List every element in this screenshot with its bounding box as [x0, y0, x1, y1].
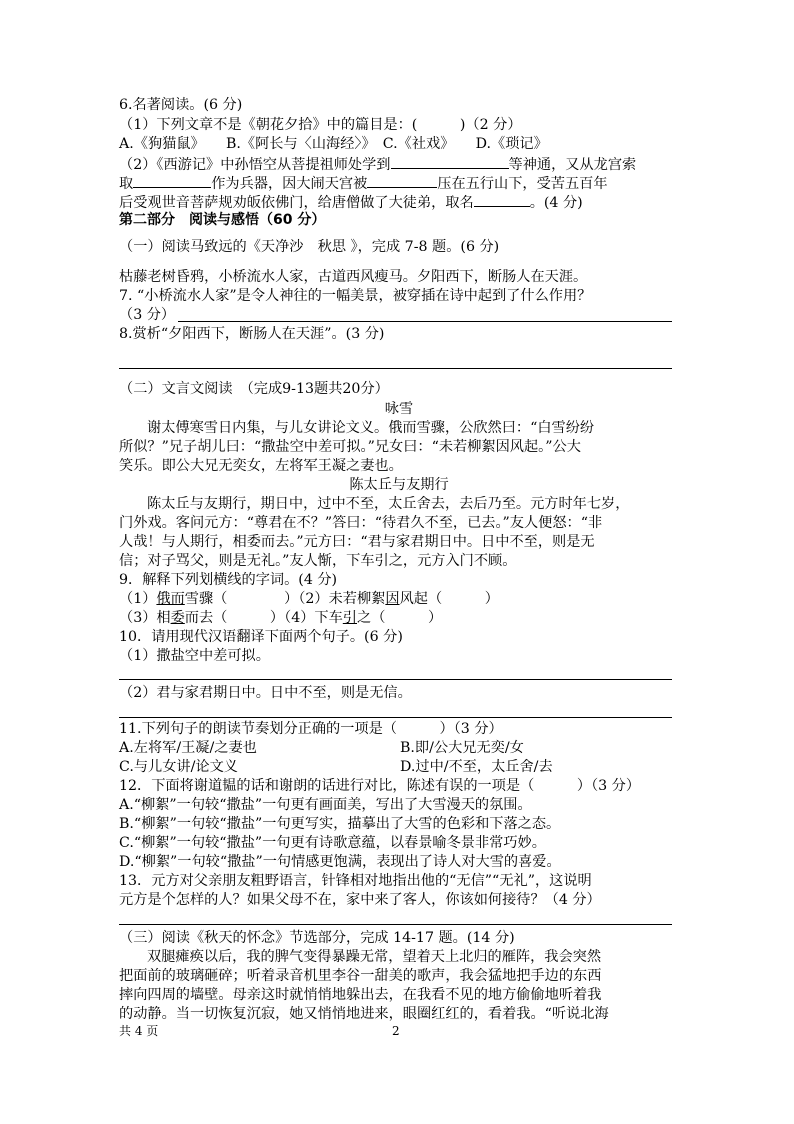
answer-blank[interactable]: [474, 192, 530, 207]
classical-intro: （二）文言文阅读 （完成9-13题共20分）: [119, 381, 389, 397]
part3-line: 双腿瘫痪以后，我的脾气变得暴躁无常，望着天上北归的雁阵，我会突然: [147, 949, 602, 965]
q9-row1: [119, 590, 679, 609]
q6-p3b: 作为兵器，因大闹天宫被: [211, 176, 368, 192]
q10-sentence1: （1）撒盐空中差可拟。: [119, 648, 270, 664]
q9-row2: [119, 609, 679, 628]
answer-blank[interactable]: [367, 173, 437, 188]
q6-part1: （1）下列文章不是《朝花夕拾》中的篇目是：( )（2 分）: [119, 117, 522, 133]
q13-answer-line[interactable]: [119, 924, 672, 925]
q9-text: （1）: [119, 591, 157, 607]
text1-line: 笑乐。即公大兄无奕女，左将军王凝之妻也。: [119, 458, 403, 474]
q9-text: 而去（ ）（4）下车: [184, 610, 343, 626]
q11-option-d: D.过中/不至，太丘舍/去: [400, 759, 553, 775]
q9-underlined-word: 委: [170, 610, 185, 626]
q11-option-a: A.左将军/王凝/之妻也: [119, 740, 257, 756]
q9-underlined-word: 因: [385, 591, 400, 607]
q12-option-b: B.“柳絮”一句较“撒盐”一句更写实，描摹出了大雪的色彩和下落之态。: [119, 816, 561, 832]
q6-p3a: 取: [119, 176, 134, 192]
q10-sentence2: （2）君与家君期日中。日中不至，则是无信。: [119, 685, 412, 701]
q11-option-b: B.即/公大兄无奕/女: [400, 740, 524, 756]
q9-underlined-word: 俄而: [156, 591, 185, 607]
part3-intro: （三）阅读《秋天的怀念》节选部分，完成 14-17 题。(14 分): [119, 930, 515, 946]
q13-line: 13．元方对父亲朋友粗野语言，针锋相对地指出他的“无信”“无礼”，这说明: [119, 873, 592, 889]
part2-heading: 第二部分 阅读与感悟（60 分）: [119, 212, 326, 228]
q8-question: 8.赏析“夕阳西下，断肠人在天涯”。(3 分): [119, 326, 385, 342]
q7-answer-line[interactable]: [178, 321, 672, 322]
q6-p3c: 压在五行山下，受苦五百年: [437, 176, 608, 192]
text2-line: 陈太丘与友期行，期日中，过中不至，太丘舍去，去后乃至。元方时年七岁，: [147, 496, 630, 512]
q6-part2-line2: [119, 173, 679, 192]
q11-option-c: C.与儿女讲/论文义: [119, 759, 238, 775]
q7-question: 7. “小桥流水人家”是令人神往的一幅美景，被穿插在诗中起到了什么作用？: [119, 288, 592, 304]
q6-p2a: （2）《西游记》中孙悟空从菩提祖师处学到: [119, 157, 391, 173]
q9-text: 之（ ）: [357, 610, 443, 626]
text1-line: 谢太傅寒雪日内集，与儿女讲论文义。俄而雪骤，公欣然曰：“白雪纷纷: [147, 420, 595, 436]
q6-options: A.《狗猫鼠》 B.《阿长与〈山海经〉》 C.《社戏》 D.《琐记》: [119, 136, 548, 152]
q10-answer-line[interactable]: [119, 717, 672, 718]
q10-title: 10．请用现代汉语翻译下面两个句子。(6 分): [119, 629, 403, 645]
q9-text: （3）相: [119, 610, 171, 626]
q8-answer-line[interactable]: [119, 368, 672, 369]
q13-line: 元方是个怎样的人？如果父母不在，家中来了客人，你该如何接待？（4 分）: [119, 892, 601, 908]
q12-option-c: C.“柳絮”一句较“撒盐”一句更有诗歌意蕴，以春景喻冬景非常巧妙。: [119, 835, 546, 851]
q9-underlined-word: 引: [342, 610, 357, 626]
q9-text: 风起（ ）: [399, 591, 499, 607]
q9-title: 9．解释下列划横线的字词。(4 分): [119, 572, 338, 588]
text2-title: 陈太丘与友期行: [349, 477, 449, 493]
q9-text: 雪骤（ ）（2）未若柳絮: [184, 591, 386, 607]
q10-answer-line[interactable]: [119, 679, 672, 680]
poem-text: 枯藤老树昏鸦，小桥流水人家，古道西风瘦马。夕阳西下，断肠人在天涯。: [119, 269, 588, 285]
q7-score: （3 分）: [119, 307, 176, 323]
part3-line: 的动静。当一切恢复沉寂，她又悄悄地进来，眼圈红红的，看着我。“听说北海: [119, 1006, 609, 1022]
q11-title: 11.下列句子的朗读节奏划分正确的一项是（ ）（3 分）: [119, 721, 503, 737]
poem-intro: （一）阅读马致远的《天净沙 秋思 》，完成 7-8 题。(6 分): [119, 239, 500, 255]
q6-part2-line1: [119, 154, 679, 173]
answer-blank[interactable]: [391, 154, 509, 169]
q6-p2b: 等神通，又从龙宫索: [508, 157, 637, 173]
text2-line: 人哉！与人期行，相委而去。”元方曰：“君与家君期日中。日中不至，则是无: [119, 534, 595, 550]
q6-part2-line3: [119, 192, 679, 211]
q6-p4b: 。(4 分): [529, 195, 583, 211]
text2-line: 信；对子骂父，则是无礼。”友人惭，下车引之，元方入门不顾。: [119, 553, 517, 569]
page-count: 共 4 页: [119, 1024, 159, 1038]
q12-option-d: D.“柳絮”一句较“撒盐”一句情感更饱满，表现出了诗人对大雪的喜爱。: [119, 854, 561, 870]
q6-p4a: 后受观世音菩萨规劝皈依佛门，给唐僧做了大徒弟，取名: [119, 195, 474, 211]
q6-title: 6.名著阅读。(6 分): [119, 97, 243, 113]
text1-title: 咏雪: [384, 401, 414, 417]
q12-option-a: A.“柳絮”一句较“撒盐”一句更有画面美，写出了大雪漫天的氛围。: [119, 797, 532, 813]
text1-line: 所似？”兄子胡儿曰：“撒盐空中差可拟。”兄女曰：“未若柳絮因风起。”公大: [119, 439, 581, 455]
text2-line: 门外戏。客问元方：“尊君在不？”答曰：“待君久不至，已去。”友人便怒：“非: [119, 515, 603, 531]
part3-line: 把面前的玻璃砸碎；听着录音机里李谷一甜美的歌声，我会猛地把手边的东西: [119, 968, 602, 984]
q12-title: 12．下面将谢道韫的话和谢朗的话进行对比，陈述有误的一项是（ ）（3 分）: [119, 778, 641, 794]
answer-blank[interactable]: [133, 173, 211, 188]
part3-line: 摔向四周的墙壁。母亲这时就悄悄地躲出去，在我看不见的地方偷偷地听着我: [119, 987, 602, 1003]
page-number: 2: [392, 1024, 400, 1038]
